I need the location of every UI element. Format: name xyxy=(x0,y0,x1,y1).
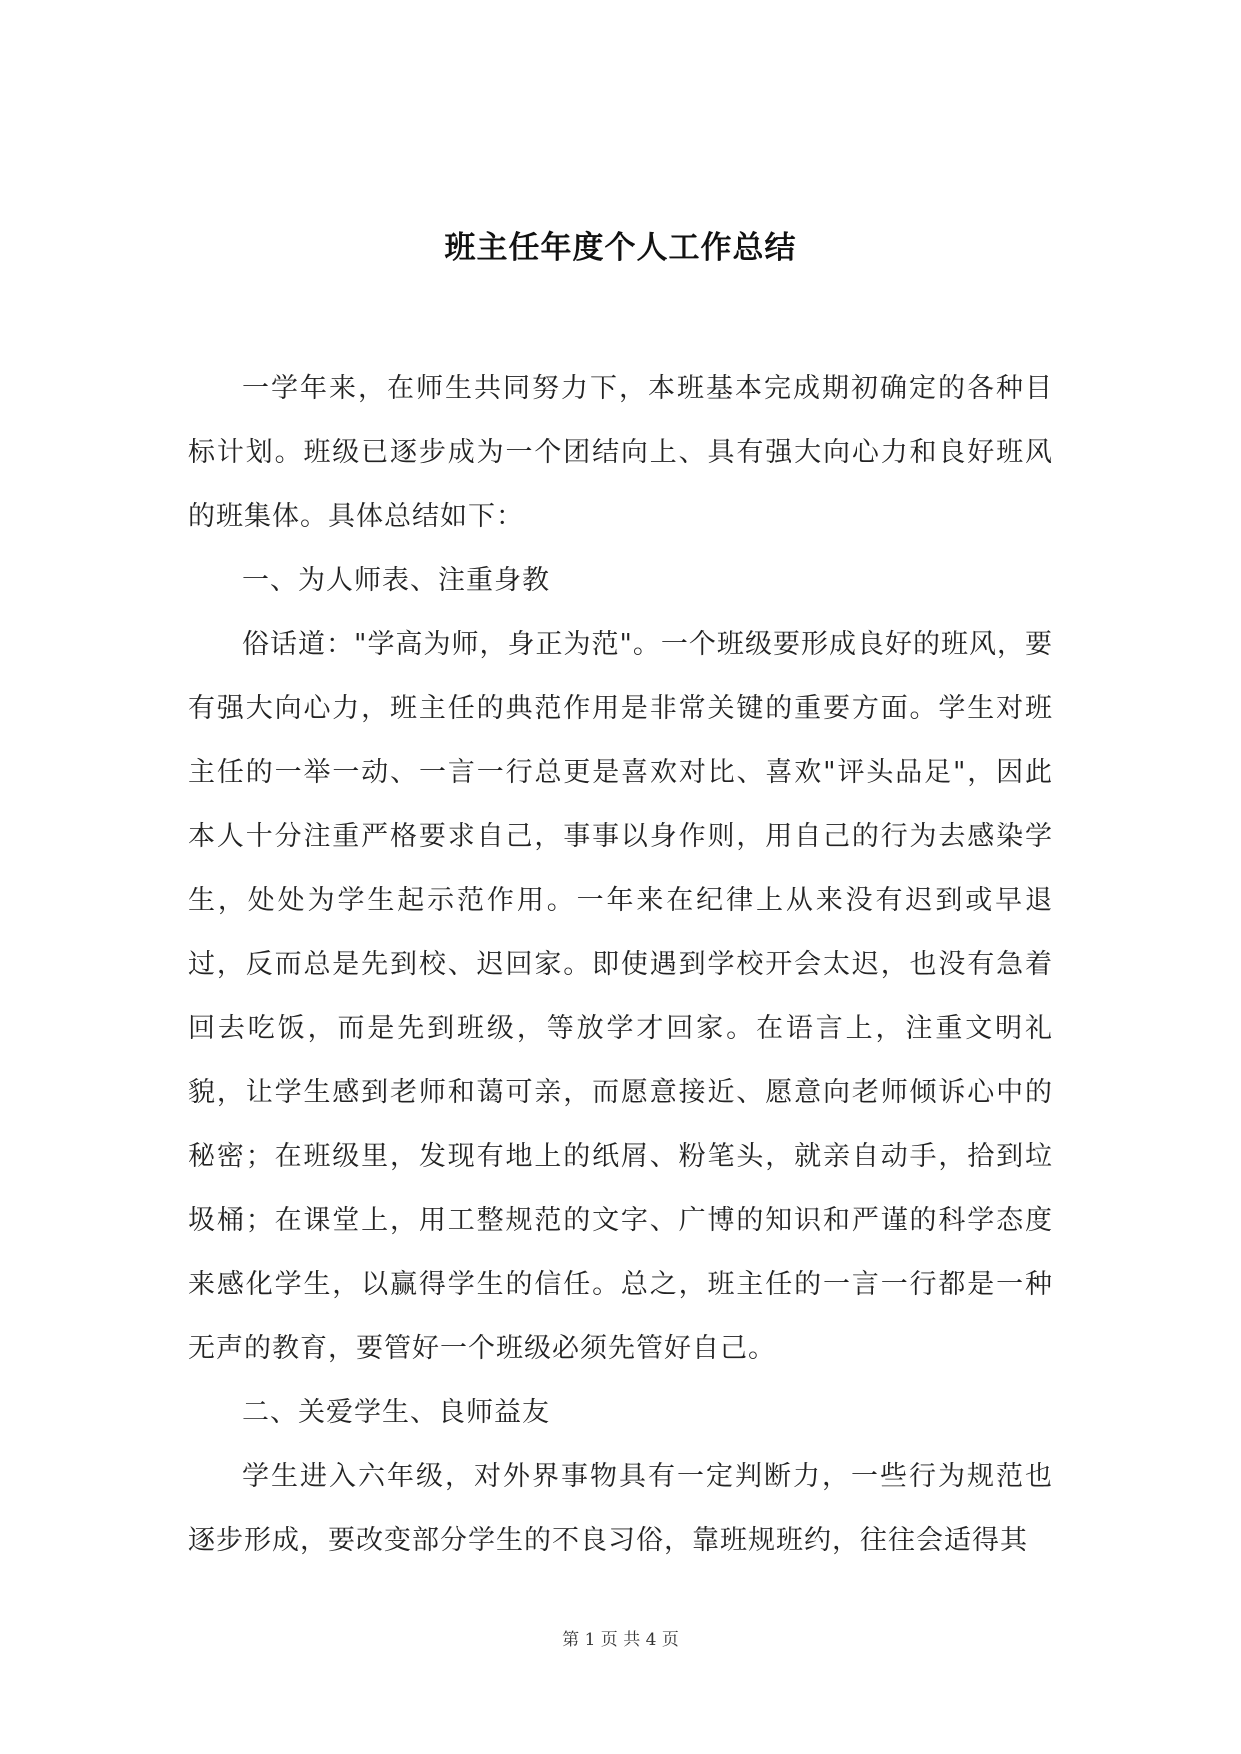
paragraph-section-2: 学生进入六年级，对外界事物具有一定判断力，一些行为规范也逐步形成，要改变部分学生的不良习俗，靠班规班约，往往会适得其 xyxy=(188,1461,1053,1556)
document-body xyxy=(188,357,1053,1573)
paragraph-intro: 一学年来，在师生共同努力下，本班基本完成期初确定的各种目标计划。班级已逐步成为一个团结向上、具有强大向心力和良好班风的班集体。具体总结如下： xyxy=(188,373,1053,532)
document-title: 班主任年度个人工作总结 xyxy=(444,230,797,266)
page-footer: 第 1 页 共 4 页 xyxy=(562,1630,679,1650)
section-heading-2: 二、关爱学生、良师益友 xyxy=(242,1397,550,1428)
paragraph-section-1: 俗话道："学高为师，身正为范"。一个班级要形成良好的班风，要有强大向心力，班主任的典范作用是非常关键的重要方面。学生对班主任的一举一动、一言一行总更是喜欢对比、喜欢"评头品足"，因此本人十分注重严格要求自己，事事以身作则，用自己的行为去感染学生，处处为学生起示范作用。一年来在纪律上从来没有迟到或早退过，反而总是先到校、迟回家。即使遇到学校开会太迟，也没有急着回去吃饭，而是先到班级，等放学才回家。在语言上，注重文明礼貌，让学生感到老师和蔼可亲，而愿意接近、愿意向老师倾诉心中的秘密；在班级里，发现有地上的纸屑、粉笔头，就亲自动手，拾到垃圾桶；在课堂上，用工整规范的文字、广博的知识和严谨的科学态度来感化学生，以赢得学生的信任。总之，班主任的一言一行都是一种无声的教育，要管好一个班级必须先管好自己。 xyxy=(188,629,1053,1364)
section-heading-1: 一、为人师表、注重身教 xyxy=(242,565,550,596)
